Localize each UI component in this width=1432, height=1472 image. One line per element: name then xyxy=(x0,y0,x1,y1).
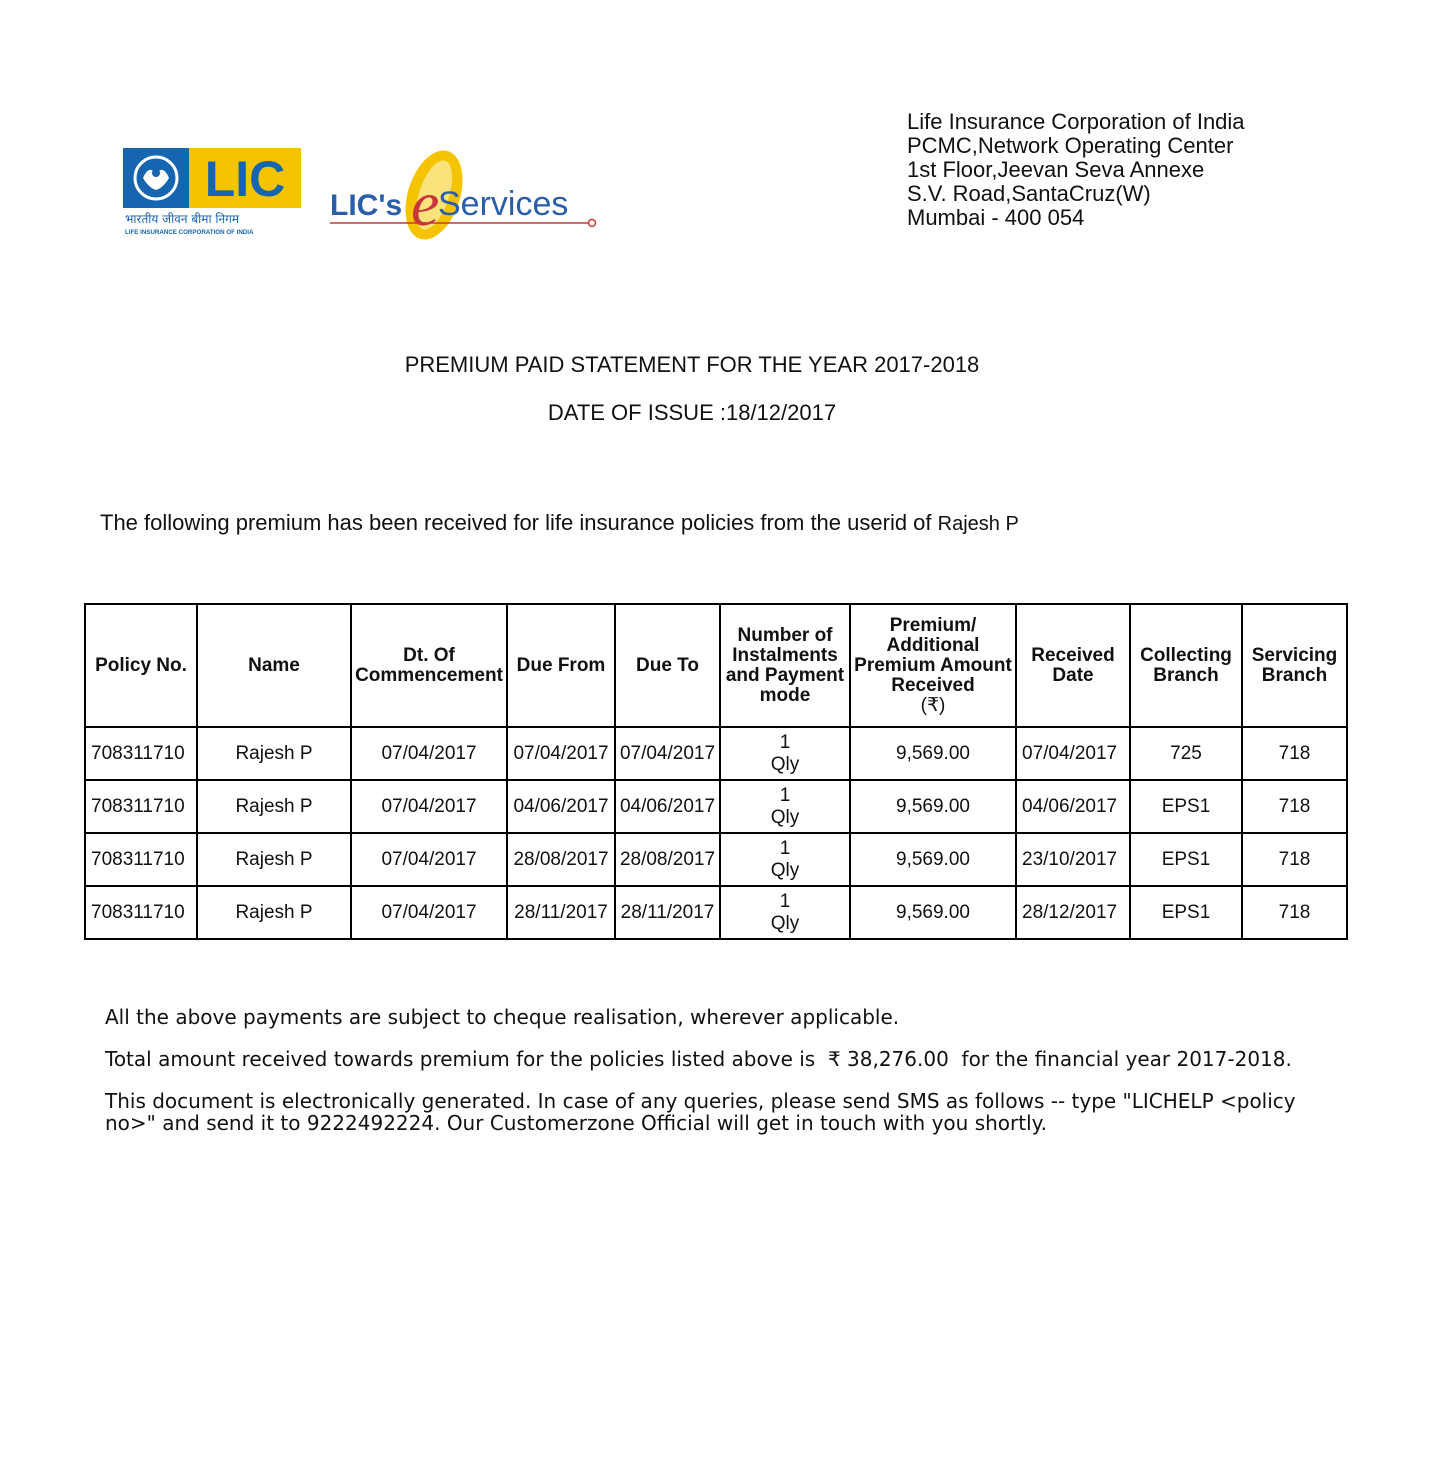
header-collecting: Collecting Branch xyxy=(1130,604,1242,727)
address-line: PCMC,Network Operating Center xyxy=(907,133,1234,158)
cell-due-from: 28/08/2017 xyxy=(507,833,615,886)
cell-collecting: EPS1 xyxy=(1130,886,1242,939)
lic-logo-text: LIC xyxy=(204,151,286,207)
header-servicing: Servicing Branch xyxy=(1242,604,1347,727)
cell-name: Rajesh P xyxy=(197,727,351,780)
lic-logo-hindi: भारतीय जीवन बीमा निगम xyxy=(125,212,240,226)
cell-received: 28/12/2017 xyxy=(1016,886,1130,939)
cell-due-from: 28/11/2017 xyxy=(507,886,615,939)
cell-collecting: EPS1 xyxy=(1130,833,1242,886)
address-line: Life Insurance Corporation of India xyxy=(907,109,1245,134)
table-row xyxy=(85,727,1347,780)
cell-policy: 708311710 xyxy=(85,727,197,780)
cell-due-to: 28/11/2017 xyxy=(615,886,720,939)
address-line: 1st Floor,Jeevan Seva Annexe xyxy=(907,157,1205,182)
cell-collecting: 725 xyxy=(1130,727,1242,780)
premium-table xyxy=(84,603,1348,940)
cell-amount: 9,569.00 xyxy=(850,780,1016,833)
intro-user: Rajesh P xyxy=(937,513,1019,535)
total-suffix: for the financial year 2017-2018. xyxy=(961,1047,1292,1071)
cell-due-to: 04/06/2017 xyxy=(615,780,720,833)
cell-received: 07/04/2017 xyxy=(1016,727,1130,780)
cell-instalments xyxy=(720,780,850,833)
cell-policy: 708311710 xyxy=(85,886,197,939)
cell-count: 1 xyxy=(779,837,791,859)
cell-due-from: 04/06/2017 xyxy=(507,780,615,833)
header-due-from: Due From xyxy=(507,604,615,727)
cell-name: Rajesh P xyxy=(197,780,351,833)
header-premium xyxy=(850,604,1016,727)
statement-title: PREMIUM PAID STATEMENT FOR THE YEAR 2017-2018 xyxy=(404,352,980,377)
cell-instalments xyxy=(720,886,850,939)
cell-count: 1 xyxy=(779,731,791,753)
cell-mode: Qly xyxy=(770,912,800,934)
lic-logo-english: LIFE INSURANCE CORPORATION OF INDIA xyxy=(125,229,254,236)
cell-policy: 708311710 xyxy=(85,833,197,886)
header-premium-unit: (₹) xyxy=(920,694,946,716)
header-received: Received Date xyxy=(1016,604,1130,727)
cell-instalments xyxy=(720,727,850,780)
cell-name: Rajesh P xyxy=(197,833,351,886)
cell-due-to: 28/08/2017 xyxy=(615,833,720,886)
cell-servicing: 718 xyxy=(1242,780,1347,833)
issue-date: DATE OF ISSUE :18/12/2017 xyxy=(547,400,837,425)
eservices-prefix: LIC's xyxy=(330,189,403,222)
cell-commencement: 07/04/2017 xyxy=(351,727,507,780)
eservices-e: e xyxy=(411,168,440,239)
header-name: Name xyxy=(197,604,351,727)
cell-due-to: 07/04/2017 xyxy=(615,727,720,780)
eservices-logo xyxy=(326,143,601,243)
header-policy: Policy No. xyxy=(85,604,197,727)
address-line: S.V. Road,SantaCruz(W) xyxy=(907,181,1151,206)
lic-logo xyxy=(123,148,301,238)
header-commencement: Dt. Of Commencement xyxy=(351,604,507,727)
cell-instalments xyxy=(720,833,850,886)
header-instalments: Number of Instalments and Payment mode xyxy=(720,604,850,727)
header-premium-label: Premium/ Additional Premium Amount Received xyxy=(854,614,1012,696)
cell-servicing: 718 xyxy=(1242,833,1347,886)
cell-due-from: 07/04/2017 xyxy=(507,727,615,780)
cell-servicing: 718 xyxy=(1242,886,1347,939)
cell-collecting: EPS1 xyxy=(1130,780,1242,833)
cell-commencement: 07/04/2017 xyxy=(351,833,507,886)
header-due-to: Due To xyxy=(615,604,720,727)
cell-amount: 9,569.00 xyxy=(850,886,1016,939)
cell-name: Rajesh P xyxy=(197,886,351,939)
address-line: Mumbai - 400 054 xyxy=(907,205,1085,230)
cell-policy: 708311710 xyxy=(85,780,197,833)
cell-received: 23/10/2017 xyxy=(1016,833,1130,886)
cell-mode: Qly xyxy=(770,859,800,881)
cell-amount: 9,569.00 xyxy=(850,833,1016,886)
eservices-suffix: Services xyxy=(438,185,569,223)
table-header-row xyxy=(85,604,1347,727)
total-prefix: Total amount received towards premium for the policies listed above is xyxy=(105,1047,816,1071)
intro-sentence: The following premium has been received for life insurance policies from the userid of xyxy=(100,510,932,535)
address-block xyxy=(907,110,1245,230)
cell-commencement: 07/04/2017 xyxy=(351,886,507,939)
cell-amount: 9,569.00 xyxy=(850,727,1016,780)
notes-section xyxy=(105,1006,1335,1154)
cell-received: 04/06/2017 xyxy=(1016,780,1130,833)
total-amount: ₹ 38,276.00 xyxy=(827,1047,949,1071)
table-row xyxy=(85,833,1347,886)
footer-note: This document is electronically generated. In case of any queries, please send SMS as follows -- type "LICHELP <policy no>" and send it to 9222492224. Our Customerzone Official will get in touch with you shortly. xyxy=(105,1089,1296,1135)
cheque-note: All the above payments are subject to cheque realisation, wherever applicable. xyxy=(105,1005,900,1029)
table-row xyxy=(85,886,1347,939)
cell-mode: Qly xyxy=(770,753,800,775)
intro-text xyxy=(100,510,1019,536)
table-row xyxy=(85,780,1347,833)
cell-count: 1 xyxy=(779,784,791,806)
total-note xyxy=(105,1048,1335,1070)
cell-count: 1 xyxy=(779,890,791,912)
cell-commencement: 07/04/2017 xyxy=(351,780,507,833)
cell-mode: Qly xyxy=(770,806,800,828)
cell-servicing: 718 xyxy=(1242,727,1347,780)
